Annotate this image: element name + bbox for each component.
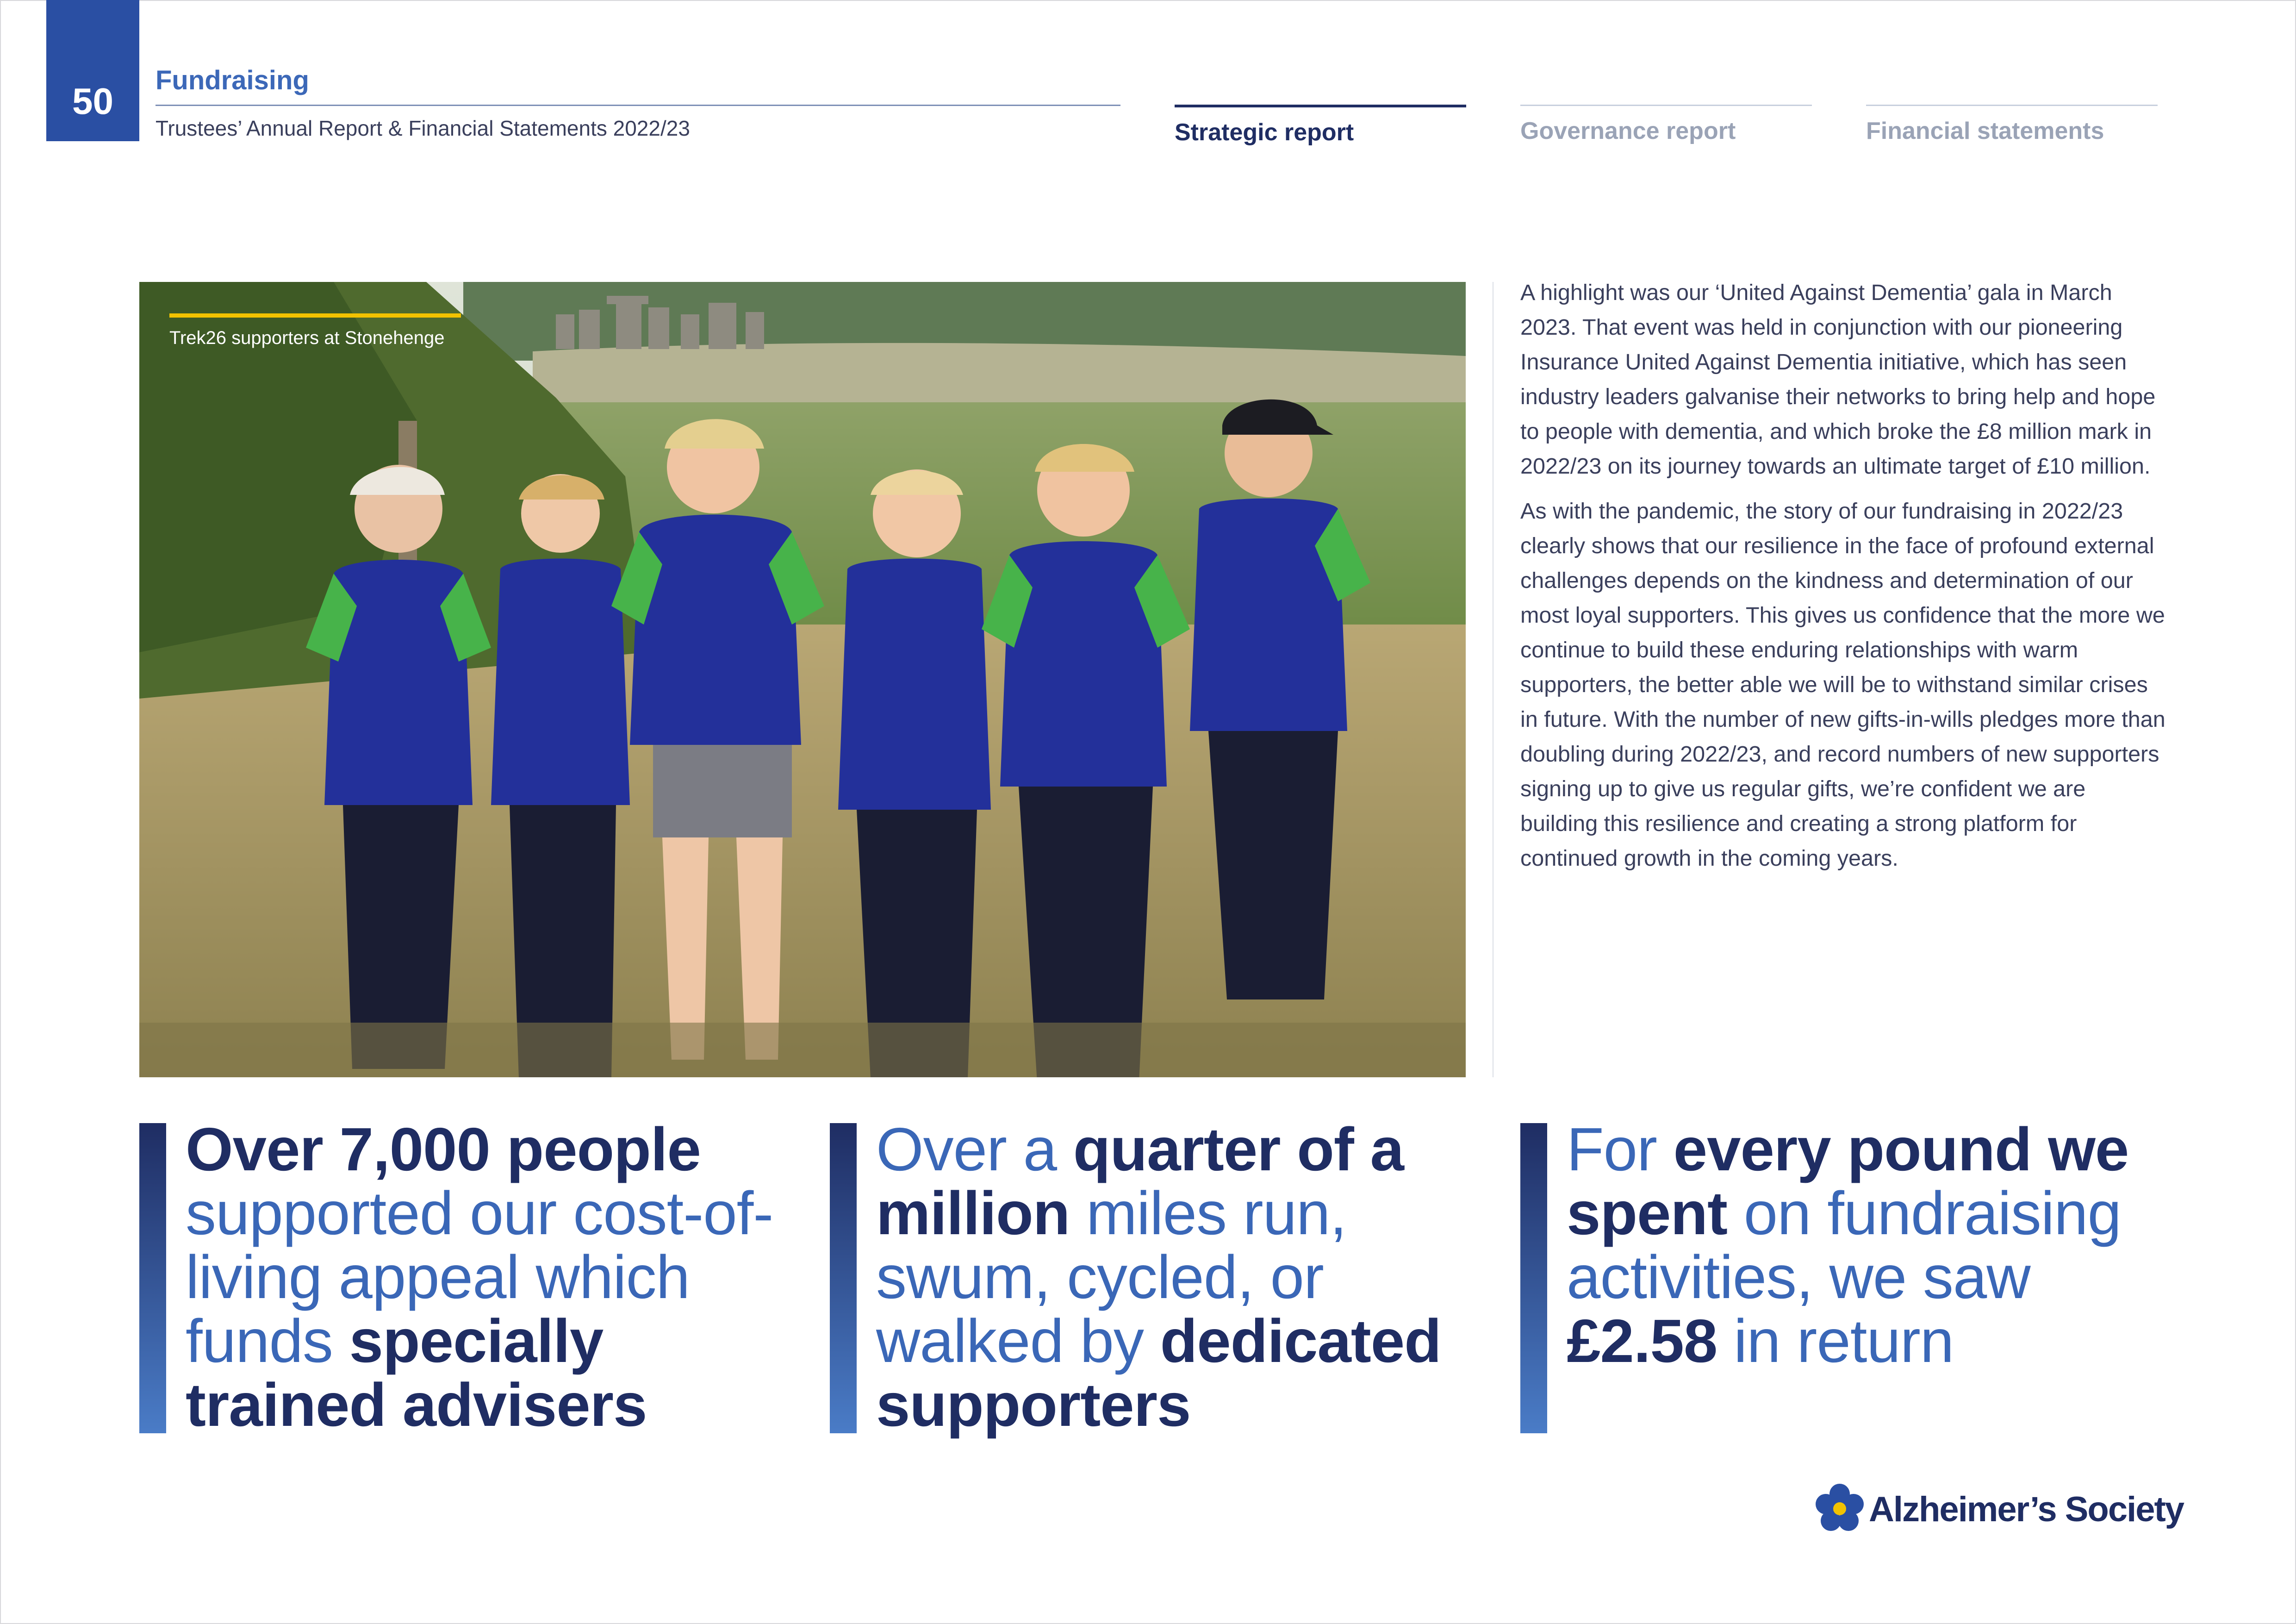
stat-regular: For [1567,1115,1674,1183]
stat-miles [830,1115,1478,1439]
stat-regular: supported our cost-of-living appeal which funds [186,1179,773,1375]
stat-bold: dedicated supporters [876,1307,1441,1439]
body-paragraph: A highlight was our ‘United Against Dementia’ gala in March 2023. That event was held in conjunction with our pioneering Insurance United Against Dementia initiative, which has seen industry leaders galvanise their networks to bring help and hope to people with dementia, and which broke the £8 million mark in 2022/23 on its journey towards an ultimate target of £10 million. [1520,280,2156,479]
page-number: 50 [46,0,139,141]
stat-text [186,1115,787,1439]
tab-governance-report[interactable]: Governance report [1520,105,1812,146]
tab-financial-statements[interactable]: Financial statements [1866,105,2158,146]
caption-accent-bar [169,313,461,318]
stat-accent-bar [830,1123,857,1433]
stat-regular: in return [1717,1307,1954,1375]
photo-caption: Trek26 supporters at Stonehenge [169,328,445,348]
stat-bold: specially trained advisers [186,1307,647,1439]
logo-text: Alzheimer’s Society [1869,1489,2184,1529]
stat-cost-of-living [139,1115,787,1439]
stat-accent-bar [139,1123,166,1433]
stat-regular: Over a [876,1115,1073,1183]
forget-me-not-flower-icon [1814,1483,1865,1536]
body-text [1520,275,2168,886]
stat-bold: every pound we spent [1567,1115,2129,1247]
stat-text [876,1115,1492,1439]
stat-regular: on fundraising activities, we saw [1567,1179,2121,1311]
stat-return-per-pound [1520,1115,2168,1433]
stat-bold: Over 7,000 people [186,1115,701,1183]
tab-strategic-report[interactable]: Strategic report [1175,105,1466,146]
stat-bold: £2.58 [1567,1307,1717,1375]
stat-regular: miles run, swum, cycled, or walked by [876,1179,1347,1375]
header-rule [156,105,1120,106]
stonehenge-photo [139,282,1466,1077]
report-title: Trustees’ Annual Report & Financial Statements 2022/23 [156,116,690,140]
stat-text [1567,1115,2178,1375]
section-title: Fundraising [156,65,309,95]
stat-bold: quarter of a million [876,1115,1404,1247]
stat-accent-bar [1520,1123,1547,1433]
alzheimers-society-logo [1814,1484,2184,1535]
body-paragraph: As with the pandemic, the story of our fundraising in 2022/23 clearly shows that our resilience in the face of profound external challenges depends on the kindness and determination of our most loyal supporters. This gives us confidence that the more we continue to build these enduring relationships with warm supporters, the better able we will be to withstand similar crises in future. With the number of new gifts-in-wills pledges more than doubling during 2022/23, and record numbers of new supporters signing up to give us regular gifts, we’re confident we are building this resilience and creating a strong platform for continued growth in the coming years. [1520,499,2165,871]
